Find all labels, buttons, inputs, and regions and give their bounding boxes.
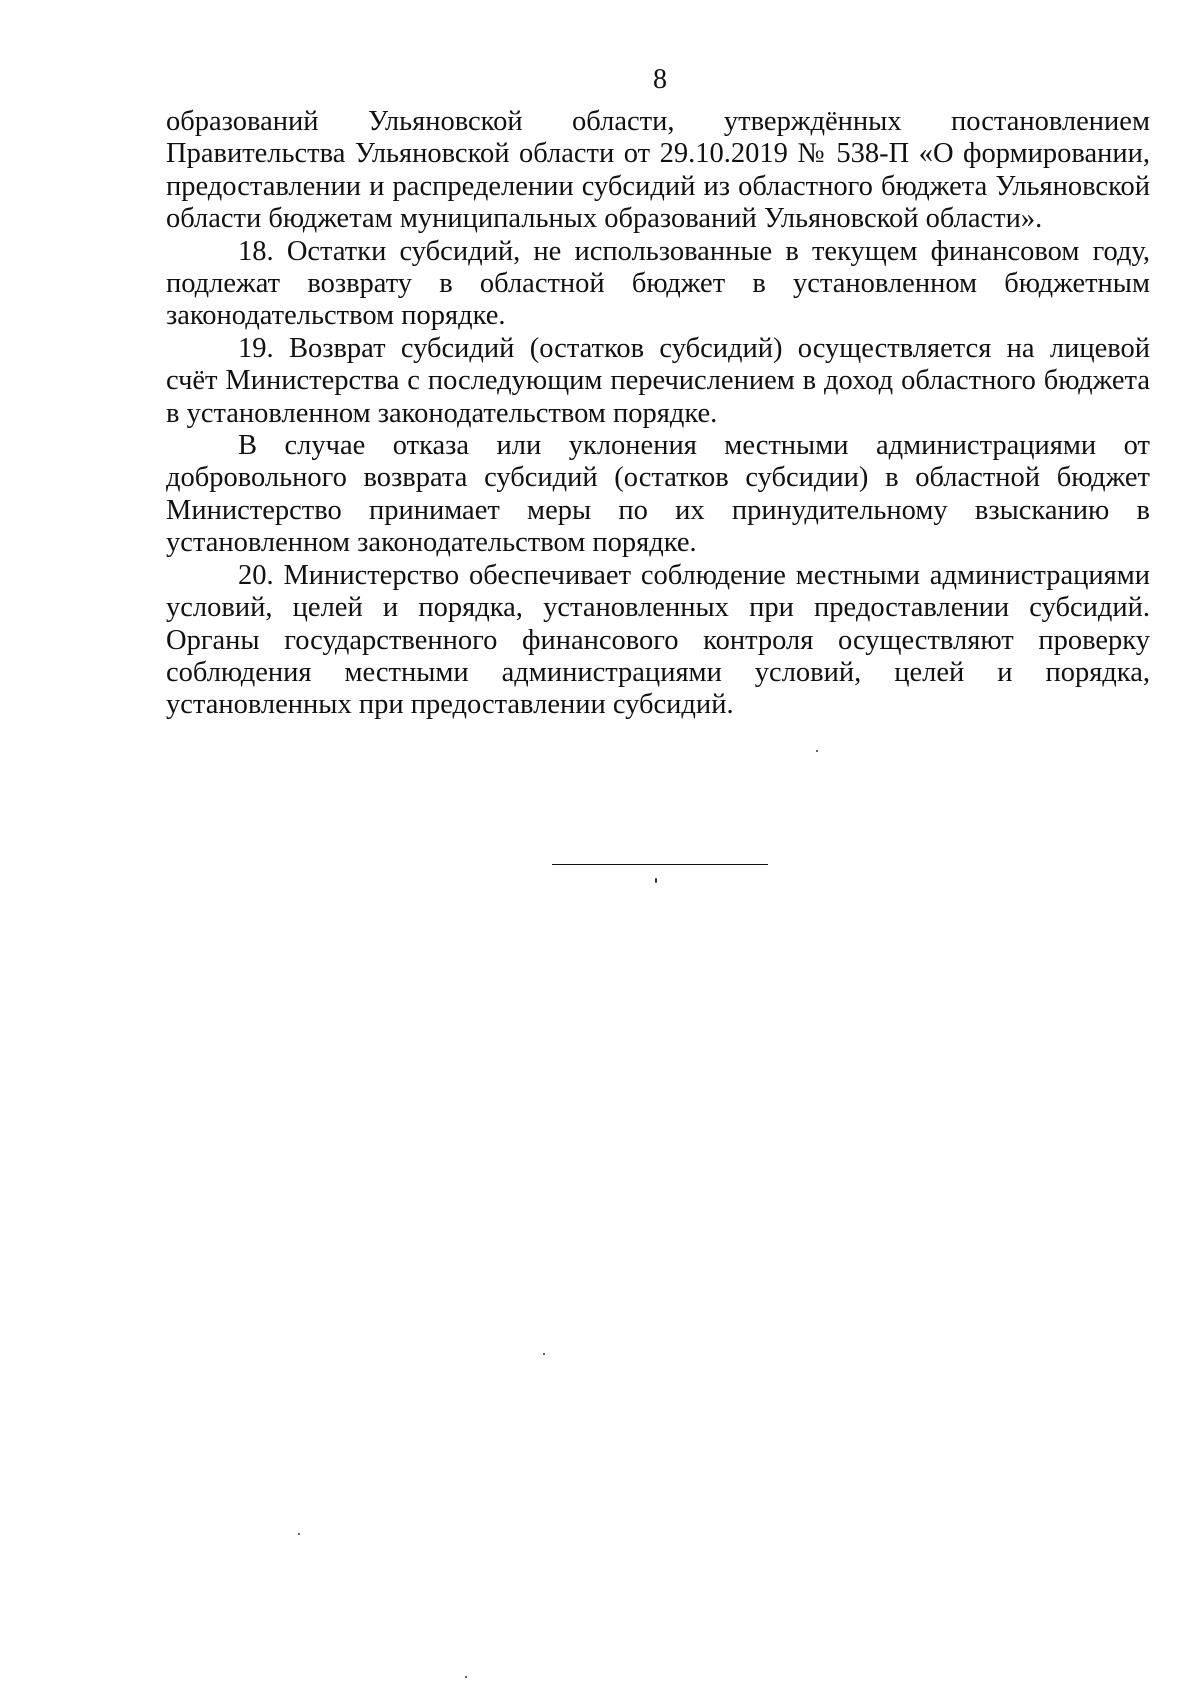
paragraph-19-refusal: В случае отказа или уклонения местными администрациями от добровольного возврата субсидий (остатков субсидии) в областной бюджет Министерство принимает меры по их принудительному взысканию в установленном законодательством порядке. [166, 430, 1150, 559]
end-of-document-rule [552, 864, 768, 865]
document-body [166, 106, 1150, 722]
paragraph-continuation: образований Ульяновской области, утверждённых постановлением Правительства Ульяновской области от 29.10.2019 № 538-П «О формировании, предоставлении и распределении субсидий из областного бюджета Ульяновской области бюджетам муниципальных образований Ульяновской области». [166, 106, 1150, 235]
scan-speck [298, 1533, 300, 1535]
page-number: 8 [653, 64, 667, 95]
scan-speck [543, 1353, 545, 1355]
paragraph-20: 20. Министерство обеспечивает соблюдение местными администрациями условий, целей и порядка, установленных при предоставлении субсидий. Органы государственного финансового контроля осуществляют проверку соблюдения местными администрациями условий, целей и порядка, установленных при предоставлении субсидий. [166, 559, 1150, 721]
paragraph-19: 19. Возврат субсидий (остатков субсидий) осуществляется на лицевой счёт Министерства с последующим перечислением в доход областного бюджета в установленном законодательством порядке. [166, 332, 1150, 429]
scan-speck [816, 750, 818, 752]
scan-speck [655, 878, 657, 883]
scan-speck [465, 1676, 467, 1678]
paragraph-18: 18. Остатки субсидий, не использованные в текущем финансовом году, подлежат возврату в областной бюджет в установленном бюджетным законодательством порядке. [166, 235, 1150, 332]
